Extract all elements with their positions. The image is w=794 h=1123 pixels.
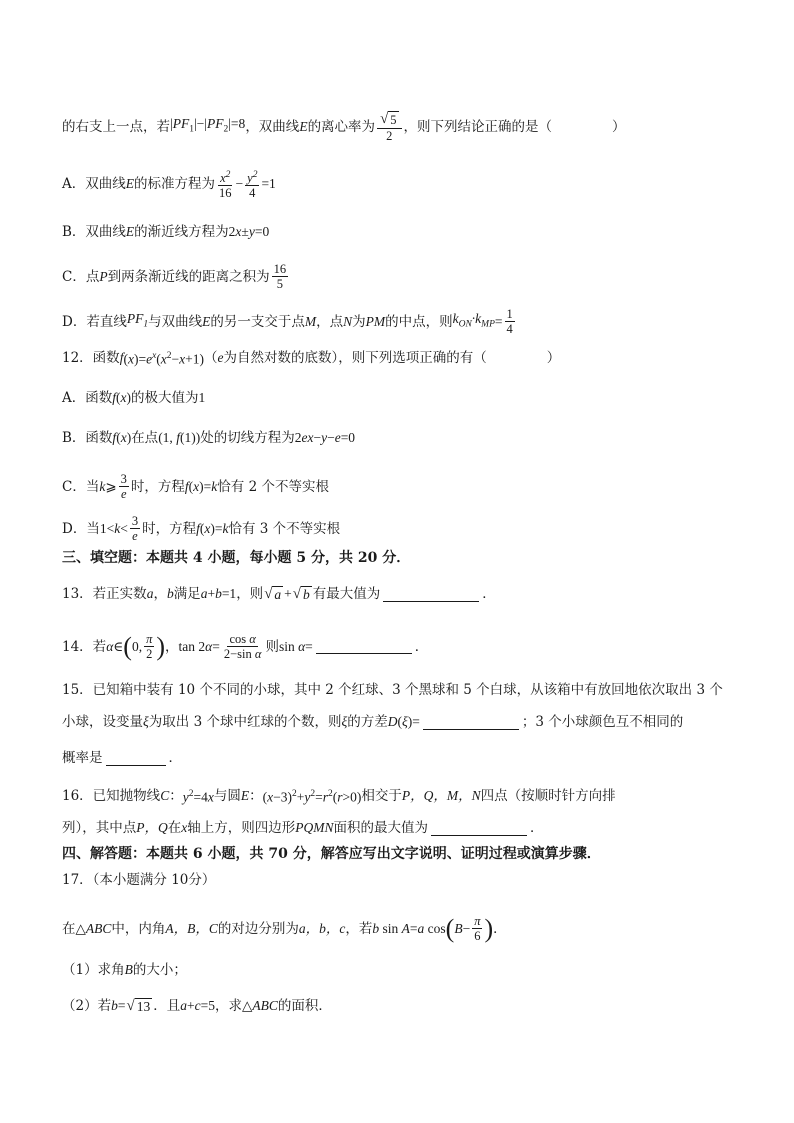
answer-blank[interactable]	[423, 715, 519, 730]
q12-text: ）	[546, 349, 561, 366]
q11-text: ）	[612, 118, 626, 135]
option-text: C．点	[62, 268, 100, 285]
option-text: C．当	[62, 478, 100, 495]
math-fraction: $\frac{y^2}{4}$	[247, 170, 258, 201]
option-text: 时，方程	[130, 478, 185, 495]
option-text: 的极大值为	[131, 390, 199, 406]
math: f	[119, 349, 124, 365]
math: E	[125, 224, 135, 239]
math: N	[343, 313, 353, 329]
q16-text: 四点（按顺时针方向排	[480, 787, 616, 804]
math-fraction: $\frac{\pi}{2}$	[146, 632, 153, 661]
option-text: 恰有 3 个不等实根	[228, 520, 341, 537]
math: f(x)=k	[196, 520, 229, 536]
q15-text: 小球，设变量	[62, 714, 143, 730]
q14-text: 14．若	[62, 638, 107, 655]
q15-text: ．	[168, 750, 182, 766]
q16-text: ：	[249, 787, 263, 804]
q11-text: ，则下列结论正确的是（	[403, 118, 553, 135]
math: ABC	[85, 920, 112, 936]
math: a	[146, 586, 154, 601]
section-heading: 四、解答题：本题共 6 小题，共 70 分，解答应写出文字说明、证明过程或演算步骤．	[62, 846, 601, 862]
q17-text: 的面积．	[277, 998, 332, 1014]
q16-text: 轴上方，则四边形	[187, 820, 296, 836]
q16-text: ．	[530, 820, 544, 836]
math: $(x)=e^x(x^2-x+1)$	[123, 351, 205, 367]
math: a+b=1	[200, 586, 237, 601]
option-text: 在点	[131, 430, 159, 446]
math: ξ	[143, 714, 149, 729]
q13-line	[62, 584, 754, 604]
math: B	[124, 962, 133, 977]
q17-part-1	[62, 960, 754, 980]
math: −	[235, 176, 244, 192]
math: √ a + √ b	[264, 586, 310, 602]
math: b sin A=a cos	[372, 920, 446, 936]
q17-text: 在△	[62, 920, 86, 937]
q11-text: 的右支上一点，若	[62, 118, 170, 135]
answer-blank[interactable]	[106, 751, 166, 766]
q13-text: ．	[482, 586, 496, 602]
math: )	[156, 631, 166, 661]
q13-text: ，	[153, 586, 167, 602]
math: $k_{ON}\cdot k_{MP}$	[452, 310, 495, 330]
math: P	[99, 268, 108, 284]
math: f(x)=k	[184, 478, 218, 494]
answer-blank[interactable]	[383, 587, 479, 602]
q16-text: ：	[169, 787, 183, 804]
math: (1, f(1))	[158, 430, 201, 445]
section-heading: 三、填空题：本题共 4 小题，每小题 5 分，共 20 分．	[62, 550, 411, 566]
option-text: 的另一支交于点	[210, 313, 305, 330]
option-text: 恰有 2 个不等实根	[217, 478, 329, 495]
q15-line-3	[62, 748, 754, 768]
q14-text: ．	[414, 638, 429, 655]
q12-stem-line	[62, 346, 754, 370]
option-text: 的渐近线方程为	[134, 224, 229, 240]
math: x	[181, 820, 188, 835]
math: B−	[454, 920, 471, 936]
math: a，b，c	[298, 920, 346, 936]
q16-line-2	[62, 818, 754, 838]
q12-option-a	[62, 388, 754, 408]
q17-text: ，若	[345, 920, 373, 937]
q13-text: 有最大值为	[312, 586, 381, 602]
q12-option-d	[62, 514, 754, 543]
q15-line-2	[62, 712, 754, 732]
math: (	[123, 631, 132, 661]
math: b= √ 13	[111, 998, 151, 1014]
math: (	[445, 913, 455, 943]
q16-line-1	[62, 784, 754, 808]
q14-text: 则	[265, 638, 279, 655]
option-text: 到两条渐近线的距离之积为	[107, 268, 270, 285]
q16-text: 面积的最大值为	[333, 820, 428, 836]
q13-text: ，则	[236, 586, 264, 602]
option-text: 时，方程	[142, 520, 197, 537]
math-fraction: $\frac{3}{e}$	[131, 514, 139, 543]
math: 2x±y=0	[228, 224, 270, 239]
math: M	[304, 313, 317, 329]
q17-text: 的大小；	[132, 962, 187, 978]
option-text: D．若直线	[62, 313, 127, 330]
q16-text: 16．已知抛物线	[62, 787, 161, 804]
q12-option-c	[62, 472, 754, 501]
q16-text: 列），其中点	[62, 820, 137, 836]
math: 2ex−y−e=0	[294, 430, 356, 445]
q15-line-1: 15．已知箱中装有 10 个不同的小球，其中 2 个红球、3 个黑球和 5 个白球，从该箱中有放回地依次取出 3 个	[62, 682, 723, 698]
math: α∈	[106, 638, 124, 654]
q11-option-c	[62, 262, 754, 291]
math: e	[217, 349, 224, 365]
q12-text: 12．函数	[62, 349, 120, 366]
q15-text: 的方差	[347, 714, 388, 730]
option-text: B．函数	[62, 430, 113, 446]
q17-text: ，求△	[214, 998, 253, 1014]
q14-line	[62, 632, 754, 661]
math: $(x-3)^2+y^2=r^2(r>0)$	[262, 789, 362, 805]
math: tan 2α=	[178, 638, 220, 654]
q16-text: 相交于	[361, 787, 402, 804]
math: $y^2=4x$	[182, 789, 214, 805]
math: 1<k<	[99, 520, 128, 536]
option-text: 与双曲线	[148, 313, 203, 330]
option-text: 为	[352, 313, 366, 330]
q16-text: 在	[167, 820, 182, 836]
q17-text: （2）若	[62, 998, 112, 1014]
math: D(ξ)=	[387, 714, 420, 729]
q17-part-2	[62, 996, 754, 1016]
q11-focal-condition: $|PF_1|-|PF_2|=8$	[170, 115, 246, 135]
q11-option-a	[62, 168, 754, 200]
q16-text: 与圆	[213, 787, 241, 804]
math-fraction: $\frac{16}{5}$	[273, 262, 287, 291]
option-text: ，点	[316, 313, 344, 330]
q12-text: （	[204, 349, 218, 366]
math: E	[240, 787, 250, 803]
math: 1	[198, 390, 206, 405]
q17-text: 的对边分别为	[217, 920, 299, 937]
math: k	[99, 478, 106, 494]
math-fraction: $\frac{x^2}{16}$	[219, 170, 232, 201]
math: ξ	[341, 714, 348, 729]
math: ⩾	[105, 478, 117, 494]
q11-option-d	[62, 307, 754, 336]
math: P，Q	[136, 820, 168, 835]
q12-text: 为自然对数的底数），则下列选项正确的有（	[223, 349, 487, 366]
option-text: B．双曲线	[62, 224, 126, 240]
q17-text: ．	[493, 920, 507, 937]
q11-text: ，双曲线	[245, 118, 300, 135]
answer-blank[interactable]	[431, 821, 527, 836]
q13-text: 13．若正实数	[62, 586, 147, 602]
math: 0,	[131, 638, 143, 654]
option-text: A．函数	[62, 390, 113, 406]
answer-blank[interactable]	[316, 639, 412, 654]
math-fraction: $\frac{\text{cos α}}{\text{2−sin α}}$	[223, 632, 262, 661]
math: b	[166, 586, 174, 601]
math: =	[494, 313, 503, 329]
q11-stem-line	[62, 110, 754, 143]
q12-option-b	[62, 428, 754, 448]
q17-header: 17．（本小题满分 10分）	[62, 872, 216, 888]
math: =1	[261, 176, 276, 192]
q17-text: 中，内角	[111, 920, 166, 937]
q11-option-b	[62, 222, 754, 242]
math: E	[125, 176, 134, 192]
math: PQMN	[295, 820, 334, 835]
q17-stem	[62, 914, 754, 943]
math: E	[202, 313, 211, 329]
math: ABC	[252, 998, 278, 1013]
option-text: D．当	[62, 520, 100, 537]
q11-var-e: E	[299, 118, 308, 134]
math-fraction: $\frac{1}{4}$	[506, 307, 513, 336]
math: P，Q，M，N	[401, 787, 481, 803]
q15-text: 为取出 3 个球中红球的个数，则	[148, 714, 342, 730]
option-text: 的标准方程为	[134, 176, 215, 193]
math: )	[484, 913, 494, 943]
math: f(x)	[112, 430, 132, 445]
math: C	[160, 787, 170, 803]
math: a+c=5	[180, 998, 215, 1013]
math: $PF_1$	[126, 310, 149, 330]
math: PM	[365, 313, 386, 329]
q17-text: （1）求角	[62, 962, 125, 978]
q17-text: ．且	[153, 998, 181, 1014]
option-text: A．双曲线	[62, 176, 126, 193]
math: f(x)	[112, 390, 132, 405]
math-fraction: $\frac{\pi}{6}$	[474, 914, 481, 943]
option-text: 处的切线方程为	[200, 430, 295, 446]
q11-eccentricity: √ 5 2	[377, 110, 401, 143]
option-text: 的中点，则	[385, 313, 453, 330]
math: sin α=	[278, 638, 313, 654]
q15-text: ；3 个小球颜色互不相同的	[521, 714, 684, 730]
math: A，B，C	[165, 920, 218, 936]
q14-text: ，	[165, 638, 179, 655]
math-fraction: $\frac{3}{e}$	[120, 472, 127, 501]
q15-text: 概率是	[62, 750, 103, 766]
q11-text: 的离心率为	[307, 118, 376, 135]
q13-text: 满足	[173, 586, 201, 602]
